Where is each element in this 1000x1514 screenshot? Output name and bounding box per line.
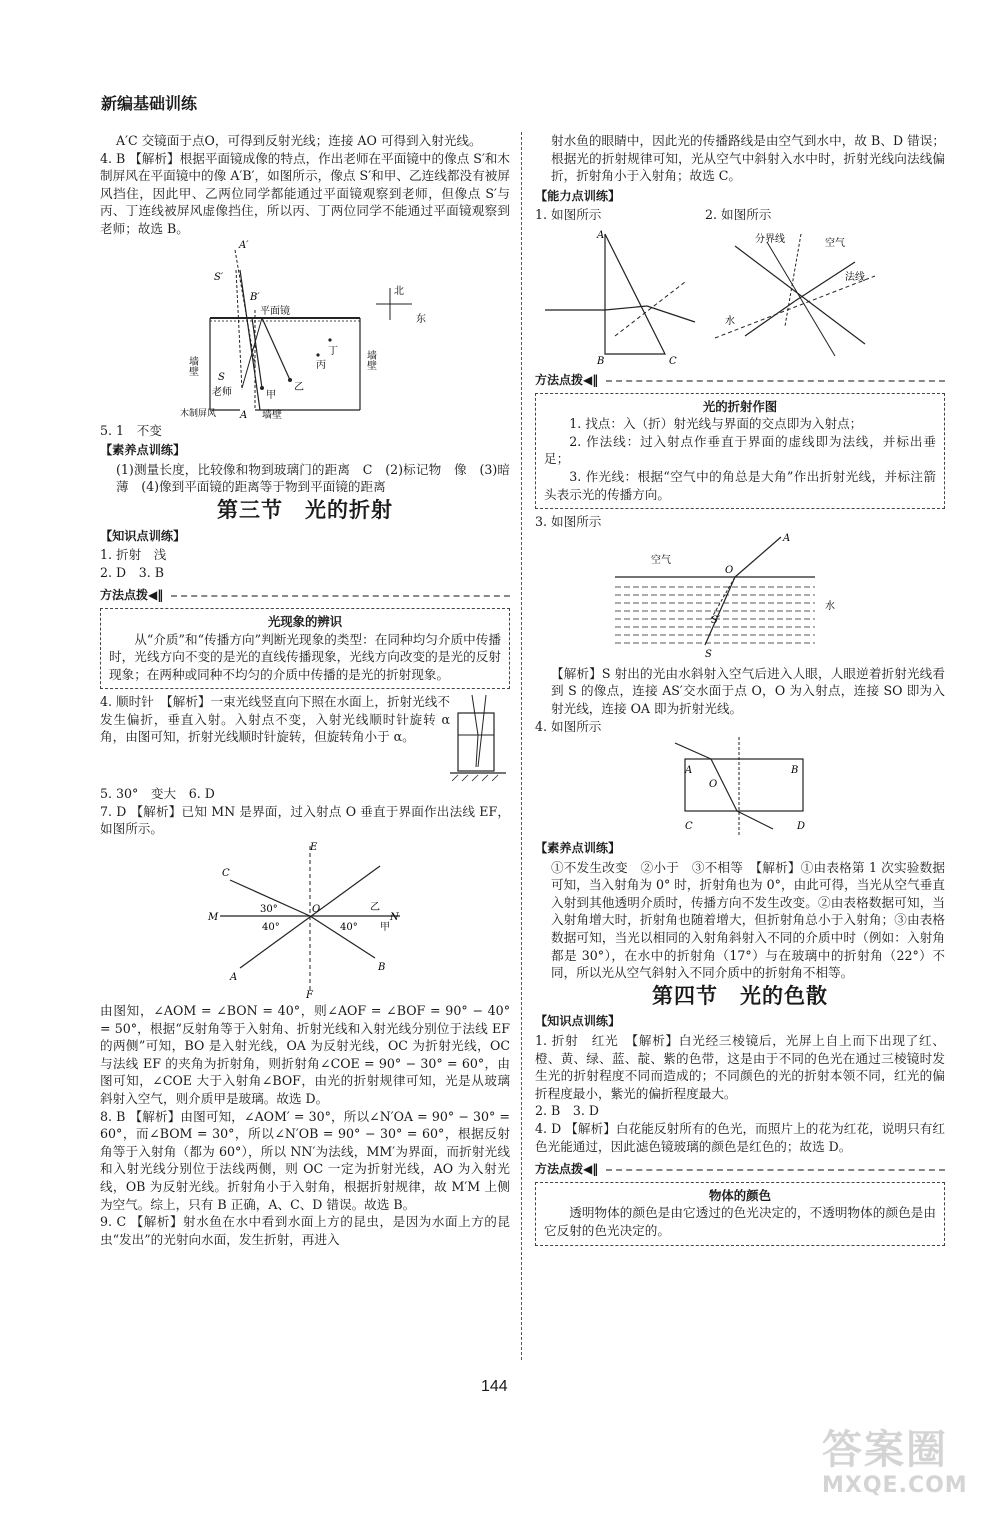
label-a: A bbox=[783, 532, 791, 544]
tips-label: 方法点拨 bbox=[535, 1162, 584, 1177]
label-c: C bbox=[669, 355, 677, 366]
label-yi: 乙 bbox=[370, 902, 380, 914]
answer-4: 4. B 【解析】根据平面镜成像的特点，作出老师在平面镜中的像点 S′和木制屏风在平面镜中的像 A′B′，如图所示，像点 S′和甲、乙连线都没有被屏风挡住，因此甲、乙两位同学都能通过平面镜观察到老师，但像点 S′与丙、丁连线被屏风虚像挡住，所以丙、丁两位同学不能通过平面镜观察到老师；故选 B。 bbox=[100, 150, 510, 236]
label-east: 东 bbox=[416, 313, 426, 325]
label-jia: 甲 bbox=[266, 389, 276, 401]
column-divider bbox=[521, 132, 522, 1360]
section-tag: 【知识点训练】 bbox=[535, 1014, 621, 1029]
figure-label: 4. 如图所示 bbox=[535, 718, 602, 734]
label-c: C bbox=[685, 821, 693, 833]
tips-body: 从“介质”和“传播方向”判断光现象的类型：在同种均匀介质中传播时，光线方向不变的是光的直线传播现象，光线方向改变的是光的反射现象；在两种或同种不均匀的介质中传播的是光的折射现象。 bbox=[109, 631, 501, 682]
label-b: B bbox=[378, 962, 386, 974]
page-number: 144 bbox=[481, 1378, 508, 1395]
angle-40-right: 40° bbox=[340, 922, 358, 934]
answer-2-3: 2. D 3. B bbox=[100, 564, 164, 580]
answer-7: 7. D 【解析】已知 MN 是界面，过入射点 O 垂直于界面作出法线 EF，如图所示。 bbox=[100, 803, 510, 837]
tips-title: 光现象的辨识 bbox=[267, 613, 343, 629]
label-wall-bottom: 墙壁 bbox=[262, 409, 282, 420]
label-bing: 丙 bbox=[316, 359, 326, 371]
angle-30: 30° bbox=[260, 904, 278, 916]
label-o: O bbox=[312, 904, 321, 916]
label-jia: 甲 bbox=[380, 922, 390, 934]
answer-8: 8. B 【解析】由图可知，∠AOM′ = 30°，所以∠N′OA = 90° − 30° = 60°，而∠BOM = 30°，所以∠N′OB = 90° − 30° = 60°，根据反射角等于入射角（都为 60°），所以 NN′为法线，MM′为界面，而折射光线和入射光线分别位于法线两侧，则 OC 一定为折射光线，AO 为入射光线，OB 为反射光线。折射角小于入射角，根据折射规律，故 M′M 上侧为空气。综上，只有 B 正确，A、C、D 错误。故选 B。 bbox=[100, 1108, 510, 1212]
label-s-prime: S′ bbox=[711, 614, 721, 626]
paragraph: 射水鱼的眼睛中，因此光的传播路线是由空气到水中，故 B、D 错误；根据光的折射规律可知，光从空气中斜射入水中时，折射光线向法线偏折，折射角小于入射角；故选 C。 bbox=[551, 133, 945, 184]
label-normal: 法线 bbox=[845, 271, 865, 283]
label-a: A bbox=[597, 229, 605, 241]
right-column bbox=[535, 132, 945, 1250]
section-tag: 【能力点训练】 bbox=[535, 188, 621, 203]
answer-5: 5. 1 不变 bbox=[100, 422, 162, 438]
watermark-line2: MXQE.COM bbox=[822, 1473, 968, 1498]
answer-4: 4. D 【解析】白花能反射所有的色光，而照片上的花为红花，说明只有红色光能通过，因此滤色镜玻璃的颜色是红色的；故选 D。 bbox=[535, 1121, 945, 1154]
answer-5-6: 5. 30° 变大 6. D bbox=[100, 786, 215, 802]
tips-line: 1. 找点：入（折）射光线与界面的交点即为入射点； bbox=[569, 416, 863, 432]
label-n: N bbox=[390, 912, 399, 924]
figure-glass-block bbox=[535, 737, 855, 837]
label-o: O bbox=[709, 779, 718, 791]
label-wall-left: 墙壁 bbox=[186, 355, 198, 376]
figure-label: 2. 如图所示 bbox=[705, 207, 772, 223]
label-s-prime: S′ bbox=[214, 271, 224, 283]
figure-label: 3. 如图所示 bbox=[535, 514, 602, 530]
answer-2-3: 2. B 3. D bbox=[535, 1103, 599, 1119]
label-b: B bbox=[791, 765, 799, 777]
label-a-prime: A′ bbox=[239, 239, 249, 251]
label-screen: 木制屏风 bbox=[180, 408, 217, 419]
label-boundary: 分界线 bbox=[755, 233, 785, 245]
label-e: E bbox=[310, 842, 318, 854]
tips-title: 光的折射作图 bbox=[702, 398, 778, 414]
label-north: 北 bbox=[394, 285, 404, 297]
label-mirror: 平面镜 bbox=[260, 305, 290, 317]
label-b: B bbox=[597, 355, 605, 366]
paragraph: 【解析】S 射出的光由水斜射入空气后进入人眼，人眼逆着折射光线看到 S 的像点，连接 AS′交水面于点 O，O 为入射点，连接 SO 即为入射光线，连接 OA 即为折射光线。 bbox=[551, 665, 945, 716]
speaker-icon: ◀‖ bbox=[148, 588, 164, 603]
tips-box bbox=[535, 1161, 945, 1245]
speaker-icon: ◀‖ bbox=[583, 372, 599, 387]
tips-line: 3. 作光线：根据“空气中的角总是大角”作出折射光线，并标注箭头表示光的传播方向。 bbox=[544, 468, 936, 502]
label-s: S bbox=[705, 648, 712, 660]
answer-1: 1. 折射 浅 bbox=[100, 547, 167, 563]
speaker-icon: ◀‖ bbox=[583, 1162, 599, 1177]
label-teacher: 老师 bbox=[212, 386, 232, 398]
left-column bbox=[100, 132, 523, 1248]
paragraph: ①不发生改变 ②小于 ③不相等 【解析】①由表格第 1 次实验数据可知，当入射角为 0° 时，折射角也为 0°，由此可得，当光从空气垂直入射到其他透明介质时，传播方向不发生改变。②由表格数据可知，当入射角增大时，折射角也随着增大，但折射角总小于入射角；③由表格数据可知，当光以相同的入射角斜射入不同的介质中时（例如：入射角都是 30°），在水中的折射角（17°）与在玻璃中的折射角（22°）不同，所以光从空气斜射入不同介质中的折射角不相等。 bbox=[551, 859, 945, 981]
section-tag: 【知识点训练】 bbox=[100, 528, 186, 543]
label-water: 水 bbox=[825, 600, 835, 612]
figure-interface bbox=[200, 840, 420, 1000]
watermark-line1: 答案圈 bbox=[822, 1427, 948, 1473]
figure-prism-and-boundary bbox=[535, 226, 935, 366]
paragraph: 由图知，∠AOM = ∠BON = 40°，则∠AOF = ∠BOF = 90° − 40° = 50°，根据“反射角等于入射角、折射光线和入射光线分别位于法线 EF 的两侧”可知，BO 是入射光线，OA 为反射光线，OC 为折射光线，OC 与法线 EF 的夹角为折射角，则折射角∠COE = 90° − 30° = 60°，由图可知，∠COE 大于入射角∠BOF，由光的折射规律可知，光是从玻璃斜射入空气，则介质甲是玻璃。故选 D。 bbox=[100, 1003, 510, 1107]
figure-mirror-room bbox=[180, 240, 480, 420]
label-a: A bbox=[230, 972, 238, 984]
section-tag: 【素养点训练】 bbox=[535, 841, 621, 856]
figure-water bbox=[535, 533, 855, 663]
tips-box bbox=[535, 372, 945, 509]
label-b-prime: B′ bbox=[250, 291, 260, 303]
label-f: F bbox=[306, 990, 313, 1001]
label-yi: 乙 bbox=[294, 381, 304, 393]
label-air: 空气 bbox=[825, 237, 845, 249]
section-tag: 【素养点训练】 bbox=[100, 443, 186, 458]
tips-label: 方法点拨 bbox=[100, 588, 149, 603]
label-wall-right: 墙壁 bbox=[364, 349, 376, 370]
section-title: 第三节 光的折射 bbox=[217, 497, 393, 522]
label-m: M bbox=[208, 912, 219, 924]
watermark-logo bbox=[822, 1418, 982, 1498]
tips-label: 方法点拨 bbox=[535, 372, 584, 387]
tips-body: 透明物体的颜色是由它透过的色光决定的，不透明物体的颜色是由它反射的色光决定的。 bbox=[544, 1205, 936, 1238]
angle-40-left: 40° bbox=[262, 922, 280, 934]
figure-label: 1. 如图所示 bbox=[535, 207, 602, 223]
answer-9: 9. C 【解析】射水鱼在水中看到水面上方的昆虫，是因为水面上方的昆虫“发出”的光射向水面，发生折射，再进入 bbox=[100, 1214, 510, 1247]
page-header: 新编基础训练 bbox=[101, 94, 198, 113]
label-water: 水 bbox=[725, 315, 735, 327]
label-air: 空气 bbox=[651, 554, 671, 566]
label-c: C bbox=[222, 868, 230, 880]
answer-1: 1. 折射 红光 【解析】白光经三棱镜后，光屏上自上而下出现了红、橙、黄、绿、蓝、靛、紫的色带，这是由于不同的色光在通过三棱镜时发生光的折射程度不同而造成的；不同颜色的光的折射本领不同，红光的偏折程度最小，紫光的偏折程度最大。 bbox=[535, 1033, 945, 1101]
label-a: A bbox=[685, 765, 693, 777]
paragraph: (1)测量长度，比较像和物到玻璃门的距离 C (2)标记物 像 (3)暗 薄 (4)像到平面镜的距离等于物到平面镜的距离 bbox=[116, 461, 523, 495]
label-ding: 丁 bbox=[328, 345, 338, 357]
section-title: 第四节 光的色散 bbox=[652, 983, 828, 1008]
figure-beaker bbox=[450, 693, 510, 785]
answer-4-row bbox=[100, 693, 510, 785]
figure-row bbox=[535, 206, 945, 224]
tips-line: 2. 作法线：过入射点作垂直于界面的虚线即为法线，并标出垂足； bbox=[544, 433, 936, 467]
paragraph: A′C 交镜面于点O，可得到反射光线；连接 AO 可得到入射光线。 bbox=[116, 133, 482, 148]
answer-4b: 4. 顺时针 【解析】一束光线竖直向下照在水面上，折射光线不发生偏折，垂直入射。入射点不变，入射光线顺时针旋转 α 角，由图可知，折射光线顺时针旋转，但旋转角小于 α。 bbox=[100, 694, 450, 745]
tips-box bbox=[100, 587, 510, 689]
label-d: D bbox=[797, 821, 806, 833]
tips-title: 物体的颜色 bbox=[709, 1187, 771, 1203]
label-o: O bbox=[725, 564, 734, 576]
label-s: S bbox=[218, 371, 225, 383]
label-a: A bbox=[240, 409, 248, 420]
